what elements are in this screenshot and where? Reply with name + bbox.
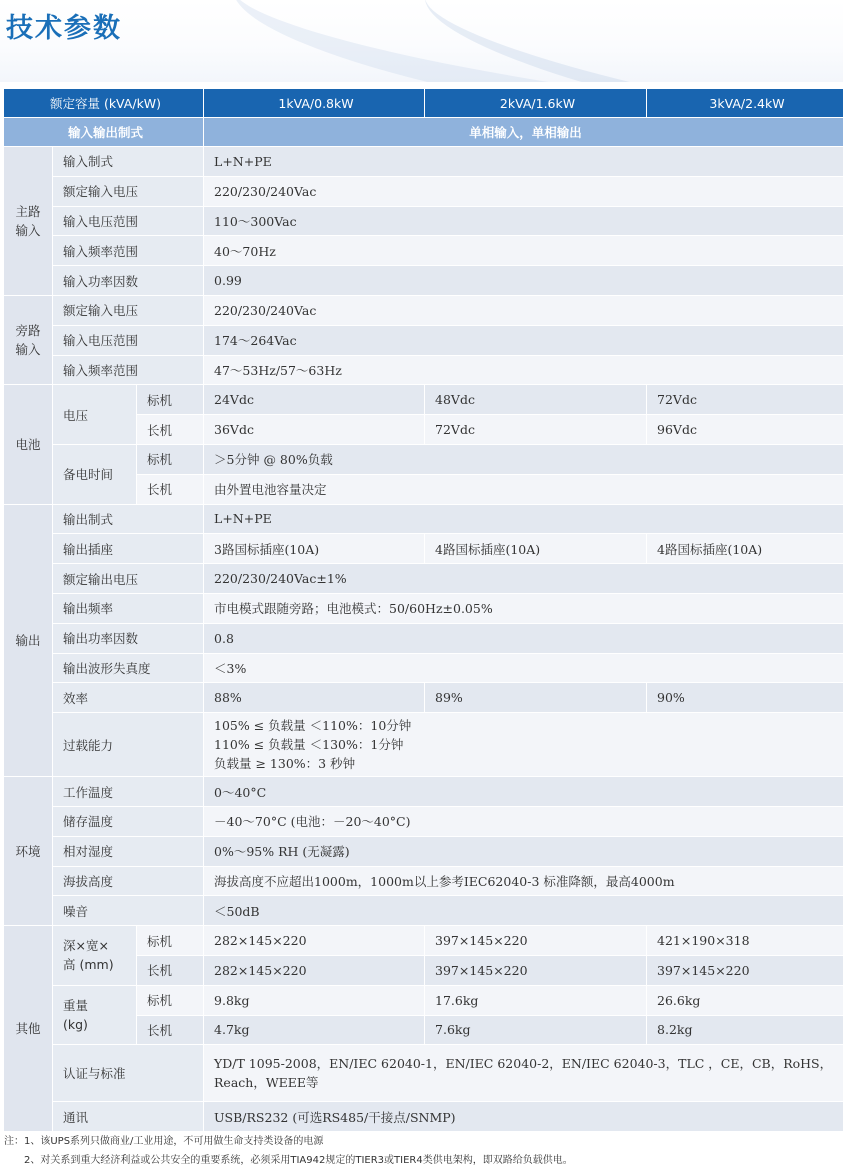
group-environment: 环境 (4, 777, 53, 926)
io-system-label: 输入输出制式 (4, 118, 204, 147)
param-label: 输入电压范围 (53, 325, 204, 355)
param-value: 0.8 (204, 623, 843, 653)
table-row (4, 355, 843, 385)
variant-label: 标机 (137, 444, 204, 474)
variant-label: 标机 (137, 985, 204, 1015)
table-row (4, 1045, 843, 1102)
param-value: 397×145×220 (425, 955, 647, 985)
param-label: 输出制式 (53, 504, 204, 534)
model-2kva: 2kVA/1.6kW (425, 89, 647, 118)
table-row (4, 623, 843, 653)
table-row (4, 713, 843, 777)
variant-label: 长机 (137, 955, 204, 985)
table-row (4, 985, 843, 1015)
param-value: 海拔高度不应超出1000m，1000m以上参考IEC62040-3 标准降额，最高4000m (204, 866, 843, 896)
table-row (4, 926, 843, 956)
table-row (4, 534, 843, 564)
footnotes (4, 1132, 573, 1170)
param-value: 4.7kg (204, 1015, 425, 1045)
table-row (4, 206, 843, 236)
table-row (4, 504, 843, 534)
overload-line: 负载量 ≥ 130%：3 秒钟 (214, 756, 356, 772)
param-label: 额定输入电压 (53, 295, 204, 325)
table-row (4, 325, 843, 355)
variant-label: 标机 (137, 385, 204, 415)
param-value: 89% (425, 683, 647, 713)
param-value: 36Vdc (204, 415, 425, 445)
param-value: 40～70Hz (204, 236, 843, 266)
io-system-value: 单相输入，单相输出 (204, 118, 843, 147)
variant-label: 长机 (137, 415, 204, 445)
variant-label: 标机 (137, 926, 204, 956)
footnote: 2、对关系到重大经济利益或公共安全的重要系统，必须采用TIA942规定的TIER3或TIER4类供电架构，即双路给负载供电。 (24, 1155, 573, 1166)
io-system-row (4, 118, 843, 147)
param-value: 220/230/240Vac±1% (204, 564, 843, 594)
param-label: 认证与标准 (53, 1045, 204, 1102)
param-value: 72Vdc (647, 385, 843, 415)
param-label: 效率 (53, 683, 204, 713)
header-banner (0, 0, 843, 82)
table-row (4, 385, 843, 415)
param-label: 输出插座 (53, 534, 204, 564)
param-value: 由外置电池容量决定 (204, 474, 843, 504)
param-value: 7.6kg (425, 1015, 647, 1045)
param-value: 0%～95% RH (无凝露) (204, 836, 843, 866)
param-value: 72Vdc (425, 415, 647, 445)
model-3kva: 3kVA/2.4kW (647, 89, 843, 118)
param-value: 0.99 (204, 266, 843, 296)
param-value: 421×190×318 (647, 926, 843, 956)
param-label: 相对湿度 (53, 836, 204, 866)
table-row (4, 236, 843, 266)
group-bypass-input (4, 295, 53, 384)
param-value (204, 713, 843, 777)
param-label: 过载能力 (53, 713, 204, 777)
param-label: 重量 (kg) (53, 985, 137, 1045)
param-label: 备电时间 (53, 444, 137, 504)
group-label: 主路 输入 (15, 203, 41, 238)
param-label: 工作温度 (53, 777, 204, 807)
param-label: 输入制式 (53, 147, 204, 177)
param-value: 220/230/240Vac (204, 295, 843, 325)
param-label: 输入频率范围 (53, 355, 204, 385)
param-value: －40～70°C (电池：－20～40°C) (204, 806, 843, 836)
variant-label: 长机 (137, 1015, 204, 1045)
model-1kva: 1kVA/0.8kW (204, 89, 425, 118)
header-row (4, 89, 843, 118)
param-value: USB/RS232 (可选RS485/干接点/SNMP) (204, 1102, 843, 1132)
group-battery: 电池 (4, 385, 53, 504)
param-value: ＞5分钟 @ 80%负载 (204, 444, 843, 474)
param-label: 深×宽× 高 (mm) (53, 926, 137, 986)
param-label: 噪音 (53, 896, 204, 926)
footnote: 注：1、该UPS系列只做商业/工业用途，不可用做生命支持类设备的电源 (4, 1136, 324, 1147)
overload-line: 105% ≤ 负载量 ＜110%：10分钟 (214, 718, 412, 734)
table-row (4, 683, 843, 713)
table-row (4, 777, 843, 807)
param-value: ＜3% (204, 653, 843, 683)
param-label: 储存温度 (53, 806, 204, 836)
param-value: 88% (204, 683, 425, 713)
overload-line: 110% ≤ 负载量 ＜130%：1分钟 (214, 737, 404, 753)
param-label: 输出功率因数 (53, 623, 204, 653)
group-output: 输出 (4, 504, 53, 777)
group-other: 其他 (4, 926, 53, 1132)
param-value: YD/T 1095-2008，EN/IEC 62040-1，EN/IEC 62040-2，EN/IEC 62040-3，TLC ，CE，CB，RoHS，Reach，WEEE等 (204, 1045, 843, 1102)
table-row (4, 593, 843, 623)
param-value: L+N+PE (204, 147, 843, 177)
table-row (4, 295, 843, 325)
param-value: 0～40°C (204, 777, 843, 807)
spec-table (3, 88, 843, 1132)
param-value: 282×145×220 (204, 926, 425, 956)
table-row (4, 806, 843, 836)
param-label: 额定输出电压 (53, 564, 204, 594)
group-label: 旁路 输入 (15, 323, 41, 358)
param-value: 8.2kg (647, 1015, 843, 1045)
table-row (4, 564, 843, 594)
param-value: 220/230/240Vac (204, 176, 843, 206)
table-row (4, 147, 843, 177)
param-value: ＜50dB (204, 896, 843, 926)
param-value: 174～264Vac (204, 325, 843, 355)
table-row (4, 444, 843, 474)
param-label: 电压 (53, 385, 137, 445)
param-value: 24Vdc (204, 385, 425, 415)
param-value: 90% (647, 683, 843, 713)
param-value: 4路国标插座(10A) (425, 534, 647, 564)
param-value: 4路国标插座(10A) (647, 534, 843, 564)
param-value: 96Vdc (647, 415, 843, 445)
table-row (4, 866, 843, 896)
param-value: 市电模式跟随旁路；电池模式：50/60Hz±0.05% (204, 593, 843, 623)
param-label: 海拔高度 (53, 866, 204, 896)
variant-label: 长机 (137, 474, 204, 504)
param-label: 额定输入电压 (53, 176, 204, 206)
table-row (4, 653, 843, 683)
param-label: 输出频率 (53, 593, 204, 623)
param-value: 48Vdc (425, 385, 647, 415)
table-row (4, 836, 843, 866)
param-label: 输入频率范围 (53, 236, 204, 266)
param-value: L+N+PE (204, 504, 843, 534)
param-value: 17.6kg (425, 985, 647, 1015)
param-label: 通讯 (53, 1102, 204, 1132)
table-row (4, 1102, 843, 1132)
param-value: 282×145×220 (204, 955, 425, 985)
group-main-input (4, 147, 53, 296)
param-value: 9.8kg (204, 985, 425, 1015)
table-row (4, 896, 843, 926)
param-value: 110～300Vac (204, 206, 843, 236)
table-row (4, 266, 843, 296)
rated-capacity-label: 额定容量 (kVA/kW) (4, 89, 204, 118)
param-value: 26.6kg (647, 985, 843, 1015)
param-value: 47～53Hz/57～63Hz (204, 355, 843, 385)
param-value: 397×145×220 (425, 926, 647, 956)
param-label: 输入功率因数 (53, 266, 204, 296)
table-row (4, 176, 843, 206)
param-value: 397×145×220 (647, 955, 843, 985)
param-label: 输入电压范围 (53, 206, 204, 236)
page-title: 技术参数 (6, 13, 122, 44)
param-label: 输出波形失真度 (53, 653, 204, 683)
param-value: 3路国标插座(10A) (204, 534, 425, 564)
